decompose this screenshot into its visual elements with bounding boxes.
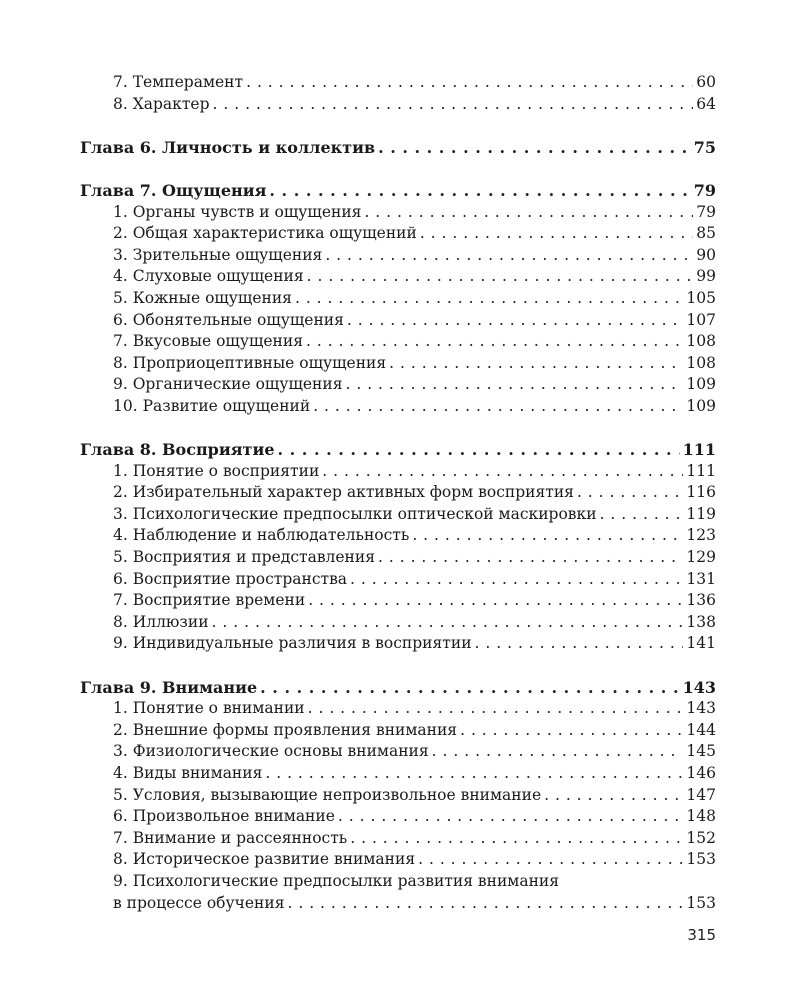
dot-leader [460,720,683,742]
toc-entry[interactable] [80,353,716,375]
dot-leader [322,461,683,483]
dot-leader [313,396,683,418]
toc-entry[interactable] [80,590,716,612]
toc-entry-page: 147 [686,785,716,804]
toc-entry-title-line2: в процессе обучения [113,893,285,912]
toc-entry-title: 6. Обонятельные ощущения [113,310,344,329]
toc-entry[interactable] [80,741,716,763]
toc-entry-title: 5. Условия, вызывающие непроизвольное внимание [113,785,542,804]
toc-entry-page: 153 [686,850,716,869]
toc-entry-title-line1[interactable]: 9. Психологические предпосылки развития внимания [113,871,560,890]
toc-entry-title: 6. Восприятие пространства [113,569,348,588]
dot-leader [350,828,683,850]
toc-entry[interactable] [80,828,716,850]
toc-entry[interactable] [80,223,716,245]
toc-entry-title: 2. Избирательный характер активных форм восприятия [113,483,574,502]
toc-entry-page: 79 [696,202,716,221]
dot-leader [308,590,683,612]
toc-entry-page: 152 [686,828,716,847]
toc-entry-page: 129 [686,548,716,567]
chapter-page: 75 [693,137,716,157]
dot-leader [544,785,683,807]
dot-leader [325,245,693,267]
toc-entry-title: 1. Понятие о восприятии [113,461,320,480]
toc-entry[interactable] [80,245,716,267]
toc-entry-page: 85 [696,224,716,243]
dot-leader [378,137,691,159]
toc-entry[interactable] [80,547,716,569]
chapter-page: 143 [682,677,716,697]
dot-leader [269,180,690,202]
toc-entry-title: 6. Произвольное внимание [113,807,335,826]
dot-leader [212,612,684,634]
chapter-title: Глава 6. Личность и коллектив [80,137,376,157]
dot-leader [577,482,683,504]
toc-entry-title: 3. Физиологические основы внимания [113,742,429,761]
toc-entry-page: 109 [686,396,716,415]
toc-entry-page: 60 [696,73,716,91]
toc-entry[interactable] [80,849,716,871]
toc-entry[interactable] [80,525,716,547]
toc-entry[interactable] [80,698,716,720]
toc-entry-page: 107 [686,310,716,329]
toc-entry-page: 105 [686,288,716,307]
dot-leader [378,547,683,569]
toc-entry-title: 7. Восприятие времени [113,591,306,610]
toc-entry[interactable] [80,331,716,353]
toc-entry[interactable] [80,763,716,785]
dot-leader [260,677,679,699]
toc-entry[interactable] [80,396,716,418]
dot-leader [600,504,684,526]
toc-entry-page: 144 [686,720,716,739]
chapter-8-items [80,461,716,655]
chapter-title: Глава 9. Внимание [80,677,258,697]
dot-leader [420,223,693,245]
toc-entry-page: 138 [686,612,716,631]
toc-entry[interactable] [80,612,716,634]
toc-entry-page: 99 [696,267,716,286]
dot-leader [418,849,683,871]
dot-leader [307,266,694,288]
toc-chapter-8[interactable] [80,439,716,461]
toc-entry-title: 4. Наблюдение и наблюдательность [113,526,410,545]
toc-entry[interactable] [80,461,716,483]
toc-entry-title: 8. Иллюзии [113,612,209,631]
dot-leader [265,763,683,785]
toc-entry-title: 3. Психологические предпосылки оптической маскировки [113,504,597,523]
toc-entry[interactable] [80,94,716,116]
toc-chapter-9[interactable] [80,677,716,699]
dot-leader [412,525,683,547]
toc-entry-title: 7. Темперамент [113,73,244,91]
toc-chapter-6[interactable] [80,137,716,159]
dot-leader [287,893,683,915]
dot-leader [278,439,680,461]
toc-entry-page: 111 [686,461,716,480]
toc-entry-title: 7. Вкусовые ощущения [113,332,303,351]
toc-entry[interactable] [80,374,716,396]
toc-entry-title: 7. Внимание и рассеянность [113,828,348,847]
toc-entry[interactable] [80,202,716,224]
toc-entry-title: 1. Органы чувств и ощущения [113,202,362,221]
toc-entry-page: 131 [686,569,716,588]
toc-entry-page: 153 [686,893,716,912]
toc-entry-title: 8. Проприоцептивные ощущения [113,353,387,372]
toc-entry-page: 136 [686,591,716,610]
toc-entry[interactable] [80,785,716,807]
toc-entry-title: 10. Развитие ощущений [113,396,311,415]
dot-leader [475,633,684,655]
toc-entry-title: 3. Зрительные ощущения [113,245,323,264]
toc-entry-page: 141 [686,634,716,653]
toc-entry-title: 4. Виды внимания [113,764,263,782]
chapter-7-items [80,202,716,418]
toc-entry-page: 123 [686,526,716,545]
toc-entry-title: 5. Кожные ощущения [113,288,292,307]
dot-leader [246,72,693,94]
dot-leader [345,374,683,396]
toc-entry-page: 116 [686,483,716,502]
toc-entry-title: 8. Историческое развитие внимания [113,850,416,869]
toc-entry-title: 1. Понятие о внимании [113,699,305,718]
toc-entry-page: 64 [696,94,716,113]
chapter-page: 111 [682,440,716,460]
dot-leader [338,806,684,828]
chapter-page: 79 [693,180,716,200]
chapter-title: Глава 8. Восприятие [80,440,275,460]
toc-entry-page: 143 [686,699,716,718]
toc-entry[interactable] [80,569,716,591]
toc-entry-title: 9. Индивидуальные различия в восприятии [113,634,472,653]
toc-entry-title: 4. Слуховые ощущения [113,267,304,286]
toc-entry[interactable] [80,806,716,828]
chapter-9-items [80,698,716,871]
toc-entry-page: 109 [686,375,716,394]
toc-entry[interactable] [80,266,716,288]
dot-leader [306,331,683,353]
dot-leader [364,202,693,224]
toc-entry-page: 119 [686,504,716,523]
toc-entry-title: 2. Внешние формы проявления внимания [113,720,458,739]
toc-entry-title: 2. Общая характеристика ощущений [113,224,417,243]
toc-entry-page: 90 [696,245,716,264]
toc-entry[interactable] [80,482,716,504]
toc-entry-title: 5. Восприятия и представления [113,548,376,567]
chapter-title: Глава 7. Ощущения [80,180,267,200]
toc-entry-page: 148 [686,807,716,826]
toc-entry[interactable] [80,310,716,332]
toc-entry-page: 108 [686,353,716,372]
dot-leader [295,288,683,310]
toc-entry-title: 9. Органические ощущения [113,375,343,394]
toc-entry[interactable] [80,893,716,915]
page-number: 315 [687,926,716,944]
toc-entry[interactable] [80,633,716,655]
toc-entry[interactable] [80,504,716,526]
dot-leader [389,353,683,375]
toc-chapter-7[interactable] [80,180,716,202]
toc-entry[interactable] [80,72,716,94]
toc-entry-page: 146 [686,764,716,782]
dot-leader [308,698,684,720]
dot-leader [350,569,683,591]
toc-entry-title: 8. Характер [113,94,210,113]
toc-entry[interactable] [80,288,716,310]
dot-leader [347,310,684,332]
dot-leader [432,741,684,763]
toc-entry[interactable] [80,720,716,742]
dot-leader [213,94,694,116]
toc-entry-page: 108 [686,332,716,351]
toc-entry-page: 145 [686,742,716,761]
table-of-contents [80,72,716,914]
